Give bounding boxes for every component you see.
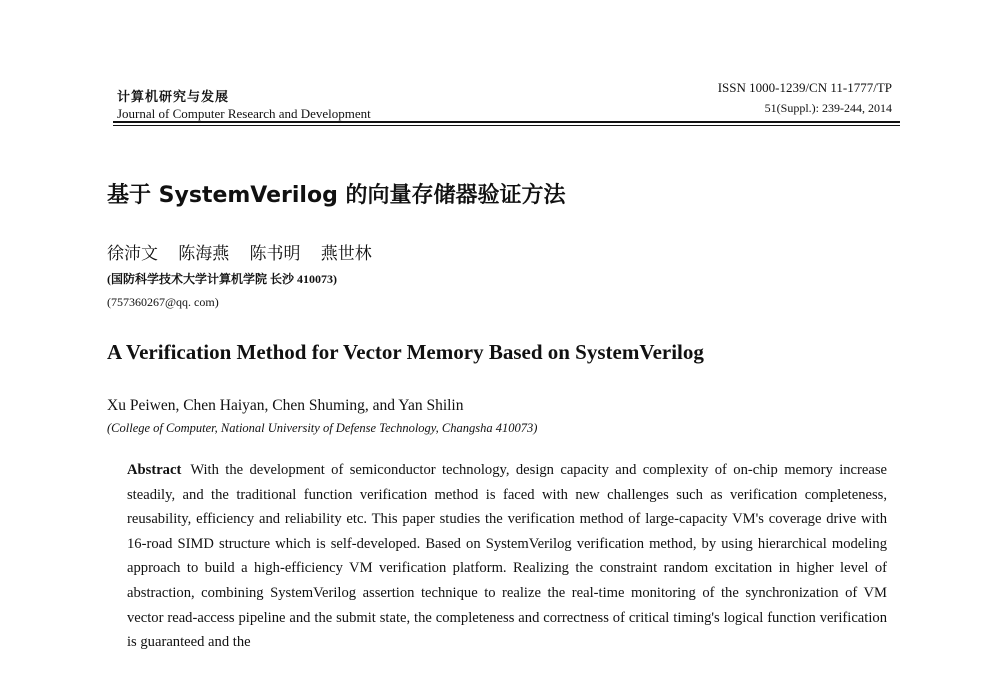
authors-english: Xu Peiwen, Chen Haiyan, Chen Shuming, and Yan Shilin (107, 397, 464, 414)
affiliation-chinese: (国防科学技术大学计算机学院 长沙 410073) (107, 272, 337, 286)
contact-email: (757360267@qq. com) (107, 295, 219, 309)
abstract-label: Abstract (127, 462, 182, 478)
journal-name-chinese: 计算机研究与发展 (117, 89, 230, 104)
abstract-paragraph (127, 458, 887, 655)
affiliation-english: (College of Computer, National University of Defense Technology, Changsha 410073) (107, 421, 538, 435)
header-rule-thick (113, 121, 900, 123)
volume-pages-year: 51(Suppl.): 239-244, 2014 (764, 101, 892, 115)
journal-name-english: Journal of Computer Research and Development (117, 106, 371, 121)
authors-chinese: 徐沛文 陈海燕 陈书明 燕世林 (107, 244, 372, 263)
header-rule-thin (113, 125, 900, 126)
abstract-text: With the development of semiconductor technology, design capacity and complexity of on-chip memory increase steadily, and the traditional function verification method is faced with new challenges such as verification completeness, reusability, efficiency and reliability etc. This paper studies the verification method of large-capacity VM's coverage drive with 16-road SIMD structure which is self-developed. Based on SystemVerilog verification method, by using hierarchical modeling approach to build a high-efficiency VM verification platform. Realizing the constraint random excitation in higher level of abstraction, combining SystemVerilog assertion technique to realize the real-time monitoring of the synchronization of VM vector read-access pipeline and the submit state, the completeness and correctness of critical timing's logical function verification is guaranteed and the (127, 462, 887, 651)
issn-line: ISSN 1000-1239/CN 11-1777/TP (717, 80, 892, 95)
paper-title-english: A Verification Method for Vector Memory Based on SystemVerilog (107, 340, 704, 364)
paper-title-chinese: 基于 SystemVerilog 的向量存储器验证方法 (107, 183, 566, 208)
